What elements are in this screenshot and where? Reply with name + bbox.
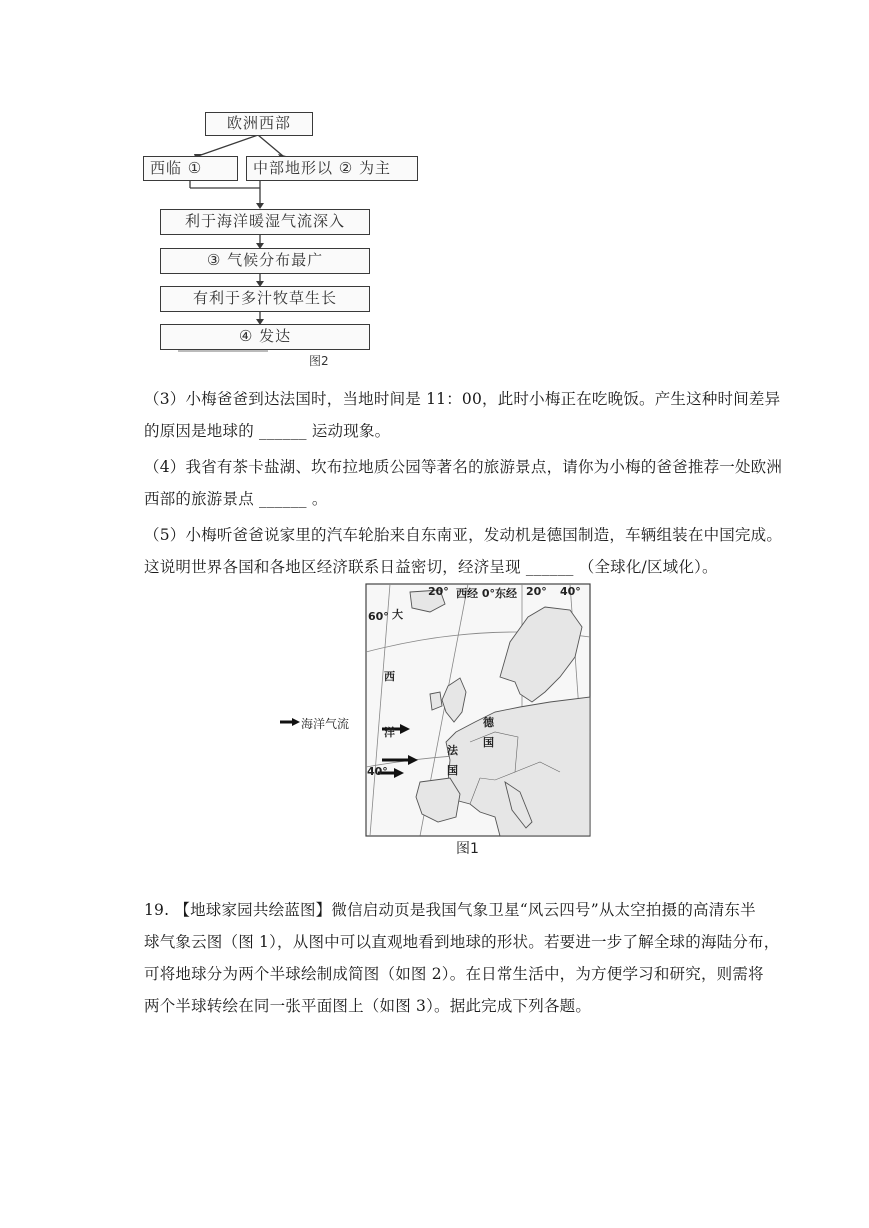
map-label-france-1: 法	[447, 744, 458, 757]
map-label-lat-40: 40°	[367, 765, 388, 778]
map-label-ocean-2: 西	[384, 670, 395, 683]
europe-map-figure-1	[270, 582, 600, 867]
q3-line-2: 的原因是地球的 ______ 运动现象。	[144, 422, 391, 440]
q19-line-1: 19. 【地球家园共绘蓝图】微信启动页是我国气象卫星“风云四号”从太空拍摄的高清东半	[144, 901, 756, 919]
map-label-ocean-1: 大	[392, 608, 403, 621]
q4-line-2: 西部的旅游景点 ______ 。	[144, 490, 328, 508]
map-label-ocean-current: 海洋气流	[301, 717, 350, 731]
map-caption: 图1	[456, 841, 479, 857]
flowchart-step-4-box: ④ 发达	[160, 324, 370, 350]
q4-line-1: （4）我省有茶卡盐湖、坎布拉地质公园等著名的旅游景点，请你为小梅的爸爸推荐一处欧洲	[144, 458, 783, 476]
map-label-france-2: 国	[447, 764, 458, 777]
q19-line-2: 球气象云图（图 1），从图中可以直观地看到地球的形状。若要进一步了解全球的海陆分布，	[144, 933, 780, 951]
flowchart-step-2-box: ③ 气候分布最广	[160, 248, 370, 274]
flowchart-right-branch-box: 中部地形以 ② 为主	[246, 156, 418, 181]
q3-line-1: （3）小梅爸爸到达法国时，当地时间是 11：00，此时小梅正在吃晚饭。产生这种时间差异	[144, 390, 781, 408]
flowchart-figure-2	[138, 104, 428, 374]
map-label-germany-1: 德	[483, 716, 494, 729]
map-label-lon-w20: 20°	[428, 585, 449, 598]
flowchart-step-3-box: 有利于多汁牧草生长	[160, 286, 370, 312]
map-label-lat-60: 60°	[368, 610, 389, 623]
map-label-lon-e20: 20°	[526, 585, 547, 598]
q19-line-4: 两个半球转绘在同一张平面图上（如图 3）。据此完成下列各题。	[144, 997, 592, 1015]
flowchart-top-box: 欧洲西部	[205, 112, 313, 136]
flowchart-step-1-box: 利于海洋暖湿气流深入	[160, 209, 370, 235]
map-label-lon-e40: 40°	[560, 585, 581, 598]
q5-line-2: 这说明世界各国和各地区经济联系日益密切，经济呈现 ______ （全球化/区域化）。	[144, 558, 718, 576]
q5-line-1: （5）小梅听爸爸说家里的汽车轮胎来自东南亚，发动机是德国制造，车辆组装在中国完成。	[144, 526, 783, 544]
map-label-center-meridian: 西经 0°东经	[456, 587, 517, 600]
flowchart-caption: 图2	[309, 354, 329, 368]
map-label-germany-2: 国	[483, 736, 494, 749]
flowchart-left-branch-box: 西临 ①	[143, 156, 238, 181]
q19-line-3: 可将地球分为两个半球绘制成简图（如图 2）。在日常生活中，为方便学习和研究，则需将	[144, 965, 764, 983]
map-label-ocean-3: 洋	[384, 726, 395, 739]
